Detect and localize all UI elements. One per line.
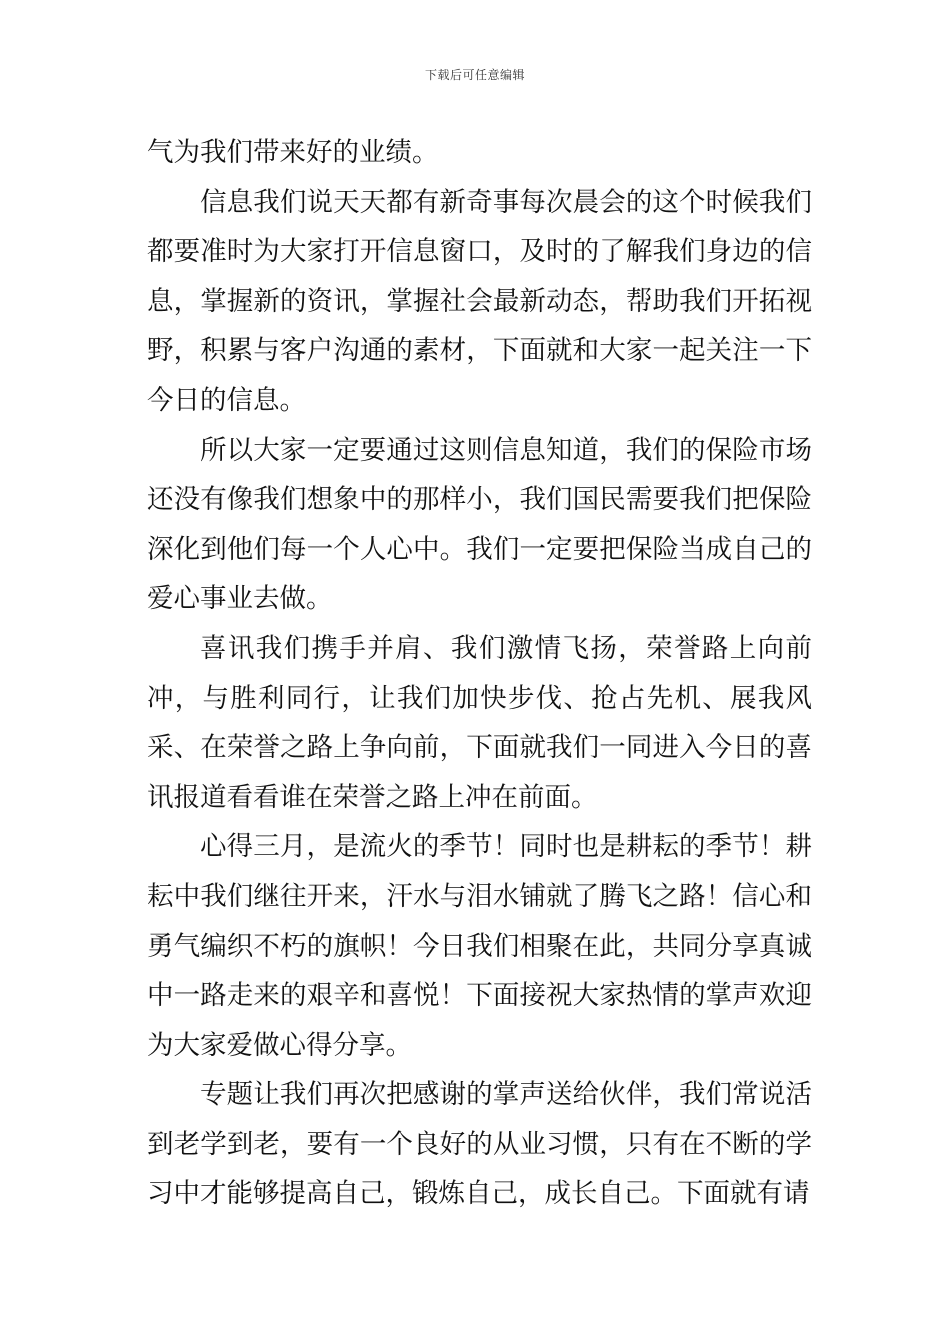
paragraph-good-news: 喜讯我们携手并肩、我们激情飞扬，荣誉路上向前冲，与胜利同行，让我们加快步伐、抢占先机、展我风采、在荣誉之路上争向前，下面就我们一同进入今日的喜讯报道看看谁在荣誉之路上冲在前面。	[147, 632, 812, 813]
document-body	[147, 128, 812, 1219]
paragraph-experience: 心得三月，是流火的季节！同时也是耕耘的季节！耕耘中我们继往开来，汗水与泪水铺就了腾飞之路！信心和勇气编织不朽的旗帜！今日我们相聚在此，共同分享真诚中一路走来的艰辛和喜悦！下面接祝大家热情的掌声欢迎为大家爱做心得分享。	[147, 831, 812, 1061]
paragraph-info: 信息我们说天天都有新奇事每次晨会的这个时候我们都要准时为大家打开信息窗口，及时的了解我们身边的信息，掌握新的资讯，掌握社会最新动态，帮助我们开拓视野，积累与客户沟通的素材，下面就和大家一起关注一下今日的信息。	[147, 186, 812, 416]
page-header: 下载后可任意编辑	[424, 68, 525, 82]
paragraph-insurance-market: 所以大家一定要通过这则信息知道，我们的保险市场还没有像我们想象中的那样小，我们国民需要我们把保险深化到他们每一个人心中。我们一定要把保险当成自己的爱心事业去做。	[147, 434, 812, 615]
paragraph-topic: 专题让我们再次把感谢的掌声送给伙伴，我们常说活到老学到老，要有一个良好的从业习惯，只有在不断的学习中才能够提高自己，锻炼自己，成长自己。下面就有请	[147, 1079, 812, 1210]
paragraph-continuation: 气为我们带来好的业绩。	[147, 137, 439, 168]
